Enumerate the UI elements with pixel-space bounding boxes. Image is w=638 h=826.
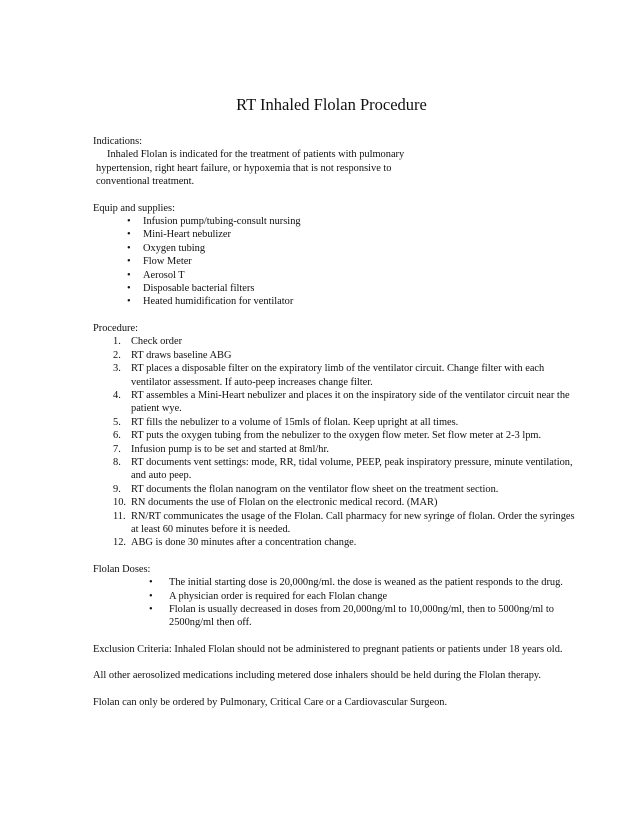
equipment-heading: Equip and supplies:	[93, 202, 175, 214]
aerosolized-note: All other aerosolized medications including metered dose inhalers should be held during the Flolan therapy.	[93, 670, 542, 682]
procedure-section	[93, 322, 578, 550]
step-number: 3.	[113, 363, 121, 375]
spacer	[93, 189, 578, 202]
step-number: 11.	[113, 510, 126, 522]
equipment-section	[93, 202, 578, 309]
procedure-steps	[93, 335, 578, 550]
indications-heading: Indications:	[93, 136, 143, 147]
step-number: 7.	[113, 443, 121, 455]
spacer	[93, 309, 578, 322]
bullet-icon: •	[149, 577, 153, 589]
list-item-text: Oxygen tubing	[143, 242, 206, 254]
procedure-step	[113, 456, 578, 483]
procedure-step	[113, 483, 578, 496]
step-text: RT documents the flolan nanogram on the ventilator flow sheet on the treatment section.	[131, 483, 499, 495]
list-item-text: Flow Meter	[143, 256, 192, 268]
doses-list	[93, 576, 578, 630]
list-item	[127, 269, 578, 282]
bullet-icon: •	[127, 216, 131, 228]
list-item	[127, 255, 578, 268]
spacer	[93, 630, 578, 643]
spacer	[93, 683, 578, 696]
list-item-text: Flolan is usually decreased in doses from 20,000ng/ml to 10,000ng/ml, then to 5000ng/ml to 2500ng/ml then off.	[169, 604, 554, 629]
step-text: RN documents the use of Flolan on the electronic medical record. (MAR)	[131, 497, 438, 509]
step-text: RT places a disposable filter on the expiratory limb of the ventilator circuit. Change filter with each ventilator assessment. If auto-peep increases change filter.	[131, 363, 545, 388]
procedure-step	[113, 416, 578, 429]
list-item-text: Aerosol T	[143, 269, 185, 281]
procedure-heading: Procedure:	[93, 322, 139, 334]
list-item	[149, 576, 578, 589]
step-text: RT documents vent settings: mode, RR, tidal volume, PEEP, peak inspiratory pressure, minute ventilation, and auto peep.	[131, 456, 573, 482]
procedure-step	[113, 510, 578, 537]
procedure-step	[113, 349, 578, 362]
bullet-icon: •	[127, 283, 131, 295]
indications-text	[93, 148, 578, 188]
step-text: RT puts the oxygen tubing from the nebulizer to the oxygen flow meter. Set flow meter at 2-3 lpm.	[131, 430, 542, 442]
list-item	[149, 603, 578, 630]
indications-section	[93, 135, 578, 189]
list-item-text: Disposable bacterial filters	[143, 283, 255, 295]
bullet-icon: •	[149, 590, 153, 602]
step-number: 10.	[113, 497, 126, 509]
bullet-icon: •	[127, 242, 131, 254]
bullet-icon: •	[127, 269, 131, 281]
step-text: Check order	[131, 336, 183, 348]
step-number: 4.	[113, 389, 121, 401]
indications-line-3: conventional treatment.	[96, 176, 195, 188]
procedure-step	[113, 335, 578, 348]
procedure-step	[113, 362, 578, 389]
indications-line-2: hypertension, right heart failure, or hypoxemia that is not responsive to	[96, 162, 392, 174]
exclusion-criteria: Exclusion Criteria: Inhaled Flolan should not be administered to pregnant patients or patients under 18 years old.	[93, 643, 563, 655]
step-number: 6.	[113, 430, 121, 442]
list-item	[127, 228, 578, 241]
spacer	[93, 550, 578, 563]
step-number: 8.	[113, 456, 121, 468]
list-item-text: Mini-Heart nebulizer	[143, 229, 231, 241]
ordering-note: Flolan can only be ordered by Pulmonary, Critical Care or a Cardiovascular Surgeon.	[93, 696, 448, 708]
step-number: 12.	[113, 537, 126, 549]
list-item	[127, 295, 578, 308]
step-number: 5.	[113, 416, 121, 428]
list-item	[127, 215, 578, 228]
equipment-list	[93, 215, 578, 309]
procedure-step	[113, 496, 578, 509]
step-text: RT assembles a Mini-Heart nebulizer and places it on the inspiratory side of the ventilator circuit near the patient wye.	[131, 389, 570, 415]
step-number: 9.	[113, 483, 121, 495]
bullet-icon: •	[127, 229, 131, 241]
procedure-step	[113, 536, 578, 549]
list-item-text: Infusion pump/tubing-consult nursing	[143, 216, 301, 228]
step-number: 1.	[113, 336, 121, 348]
page-title: RT Inhaled Flolan Procedure	[236, 95, 427, 114]
spacer	[93, 656, 578, 669]
step-text: Infusion pump is to be set and started at 8ml/hr.	[131, 443, 329, 455]
step-text: RT fills the nebulizer to a volume of 15mls of flolan. Keep upright at all times.	[131, 416, 459, 428]
bullet-icon: •	[127, 296, 131, 308]
list-item	[127, 242, 578, 255]
list-item	[149, 590, 578, 603]
procedure-step	[113, 429, 578, 442]
step-text: RN/RT communicates the usage of the Flolan. Call pharmacy for new syringe of flolan. Order the syringes at least 60 minutes before it is needed.	[131, 510, 575, 535]
doses-heading: Flolan Doses:	[93, 563, 151, 575]
step-text: ABG is done 30 minutes after a concentration change.	[131, 537, 357, 549]
indications-line-1: Inhaled Flolan is indicated for the treatment of patients with pulmonary	[107, 149, 405, 161]
step-number: 2.	[113, 349, 121, 361]
bullet-icon: •	[149, 604, 153, 615]
procedure-step	[113, 389, 578, 416]
list-item-text: A physician order is required for each Flolan change	[169, 590, 388, 602]
procedure-step	[113, 443, 578, 456]
bullet-icon: •	[127, 256, 131, 268]
step-text: RT draws baseline ABG	[131, 349, 232, 361]
doses-section	[93, 563, 578, 630]
list-item	[127, 282, 578, 295]
list-item-text: The initial starting dose is 20,000ng/ml. the dose is weaned as the patient responds to the drug.	[169, 577, 563, 589]
list-item-text: Heated humidification for ventilator	[143, 296, 294, 308]
